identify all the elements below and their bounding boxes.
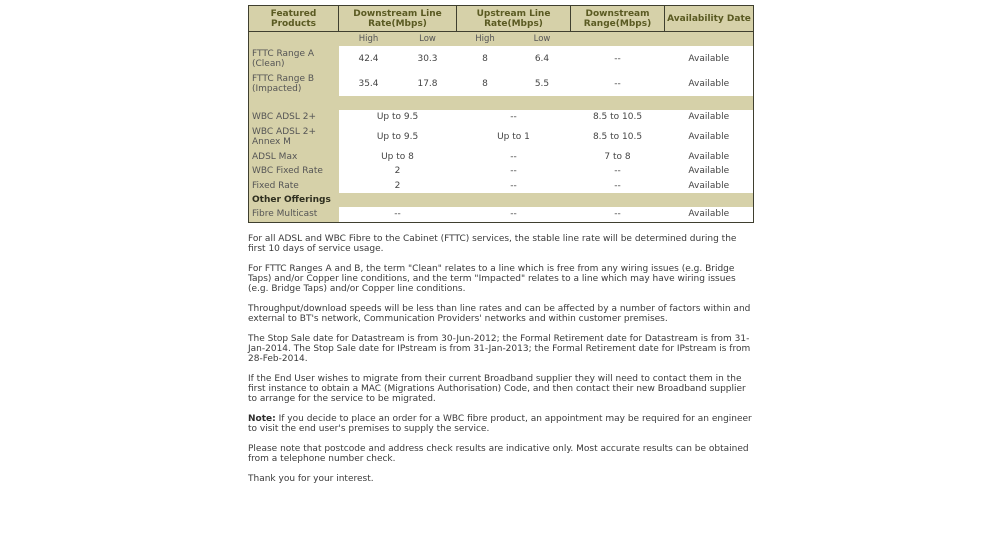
table-row — [249, 179, 754, 194]
downstream-value: Up to 9.5 — [339, 125, 457, 150]
availability-value: Available — [665, 110, 754, 125]
availability-value: Available — [665, 46, 754, 71]
range-value: 8.5 to 10.5 — [571, 125, 665, 150]
table-row — [249, 71, 754, 96]
separator-row — [249, 96, 754, 110]
downstream-value: Up to 9.5 — [339, 110, 457, 125]
product-name: WBC Fixed Rate — [249, 164, 339, 179]
range-value: 8.5 to 10.5 — [571, 110, 665, 125]
product-name: Fibre Multicast — [249, 207, 339, 222]
note-stable-line-rate: For all ADSL and WBC Fibre to the Cabinet (FTTC) services, the stable line rate will be determined during the first 10 days of service usage. — [248, 233, 737, 254]
product-name: Fixed Rate — [249, 179, 339, 194]
table-row — [249, 207, 754, 222]
availability-value: Available — [665, 71, 754, 96]
subheader-up-low: Low — [514, 32, 571, 47]
upstream-value: -- — [457, 207, 571, 222]
subheader-down-high: High — [339, 32, 399, 47]
note-appointment — [248, 414, 756, 434]
section-row — [249, 193, 754, 207]
note-migration: If the End User wishes to migrate from their current Broadband supplier they will need to contact them in the first instance to obtain a MAC (Migrations Authorisation) Code, and then contact their new Broadband supplier to arrange for the service to be migrated. — [248, 373, 746, 404]
note-clean-impacted: For FTTC Ranges A and B, the term "Clean" relates to a line which is free from any wiring issues (e.g. Bridge Taps) and/or Copper line conditions, and the term "Impacted" relates to a line which may have wiring issues (e.g. Bridge Taps) and/or Copper line conditions. — [248, 263, 736, 294]
down-high-value: 35.4 — [339, 71, 399, 96]
table-header-row — [249, 6, 754, 32]
upstream-value: -- — [457, 179, 571, 194]
downstream-value: Up to 8 — [339, 150, 457, 165]
product-name: FTTC Range B (Impacted) — [249, 71, 339, 96]
table-row — [249, 46, 754, 71]
header-featured-products: Featured Products — [249, 6, 339, 32]
product-name: WBC ADSL 2+ Annex M — [249, 125, 339, 150]
availability-value: Available — [665, 164, 754, 179]
down-high-value: 42.4 — [339, 46, 399, 71]
note-stop-sale: The Stop Sale date for Datastream is from 30-Jun-2012; the Formal Retirement date for Datastream is from 31-Jan-2014. The Stop Sale date for IPstream is from 31-Jan-2013; the Formal Retirement date for IPstream is from 28-Feb-2014. — [248, 333, 751, 364]
availability-value: Available — [665, 207, 754, 222]
up-low-value: 6.4 — [514, 46, 571, 71]
down-low-value: 30.3 — [399, 46, 457, 71]
range-value: -- — [571, 71, 665, 96]
note-label: Note: — [248, 413, 276, 424]
range-value: -- — [571, 46, 665, 71]
product-name: WBC ADSL 2+ — [249, 110, 339, 125]
up-high-value: 8 — [457, 71, 514, 96]
downstream-value: 2 — [339, 164, 457, 179]
note-appointment-text: If you decide to place an order for a WBC fibre product, an appointment may be required for an engineer to visit the end user's premises to supply the service. — [248, 413, 752, 434]
header-upstream-rate: Upstream Line Rate(Mbps) — [457, 6, 571, 32]
upstream-value: -- — [457, 164, 571, 179]
table-row — [249, 125, 754, 150]
up-high-value: 8 — [457, 46, 514, 71]
upstream-value: -- — [457, 150, 571, 165]
upstream-value: -- — [457, 110, 571, 125]
downstream-value: 2 — [339, 179, 457, 194]
availability-table — [248, 5, 754, 223]
product-name: ADSL Max — [249, 150, 339, 165]
availability-value: Available — [665, 150, 754, 165]
range-value: -- — [571, 179, 665, 194]
header-downstream-range: Downstream Range(Mbps) — [571, 6, 665, 32]
downstream-value: -- — [339, 207, 457, 222]
product-name: FTTC Range A (Clean) — [249, 46, 339, 71]
note-postcode-check: Please note that postcode and address check results are indicative only. Most accurate results can be obtained from a telephone number check. — [248, 443, 749, 464]
range-value: -- — [571, 207, 665, 222]
thank-you-text: Thank you for your interest. — [248, 473, 374, 484]
subheader-up-high: High — [457, 32, 514, 47]
broadband-availability — [248, 5, 753, 494]
table-row — [249, 150, 754, 165]
up-low-value: 5.5 — [514, 71, 571, 96]
upstream-value: Up to 1 — [457, 125, 571, 150]
section-other-offerings: Other Offerings — [249, 193, 754, 207]
note-throughput: Throughput/download speeds will be less than line rates and can be affected by a number of factors within and external to BT's network, Communication Providers' networks and within customer premises. — [248, 303, 751, 324]
table-row — [249, 164, 754, 179]
notes-section — [248, 234, 756, 484]
range-value: -- — [571, 164, 665, 179]
subheader-row — [249, 32, 754, 47]
down-low-value: 17.8 — [399, 71, 457, 96]
header-downstream-rate: Downstream Line Rate(Mbps) — [339, 6, 457, 32]
subheader-down-low: Low — [399, 32, 457, 47]
availability-value: Available — [665, 179, 754, 194]
header-availability-date: Availability Date — [665, 6, 754, 32]
range-value: 7 to 8 — [571, 150, 665, 165]
table-row — [249, 110, 754, 125]
availability-value: Available — [665, 125, 754, 150]
